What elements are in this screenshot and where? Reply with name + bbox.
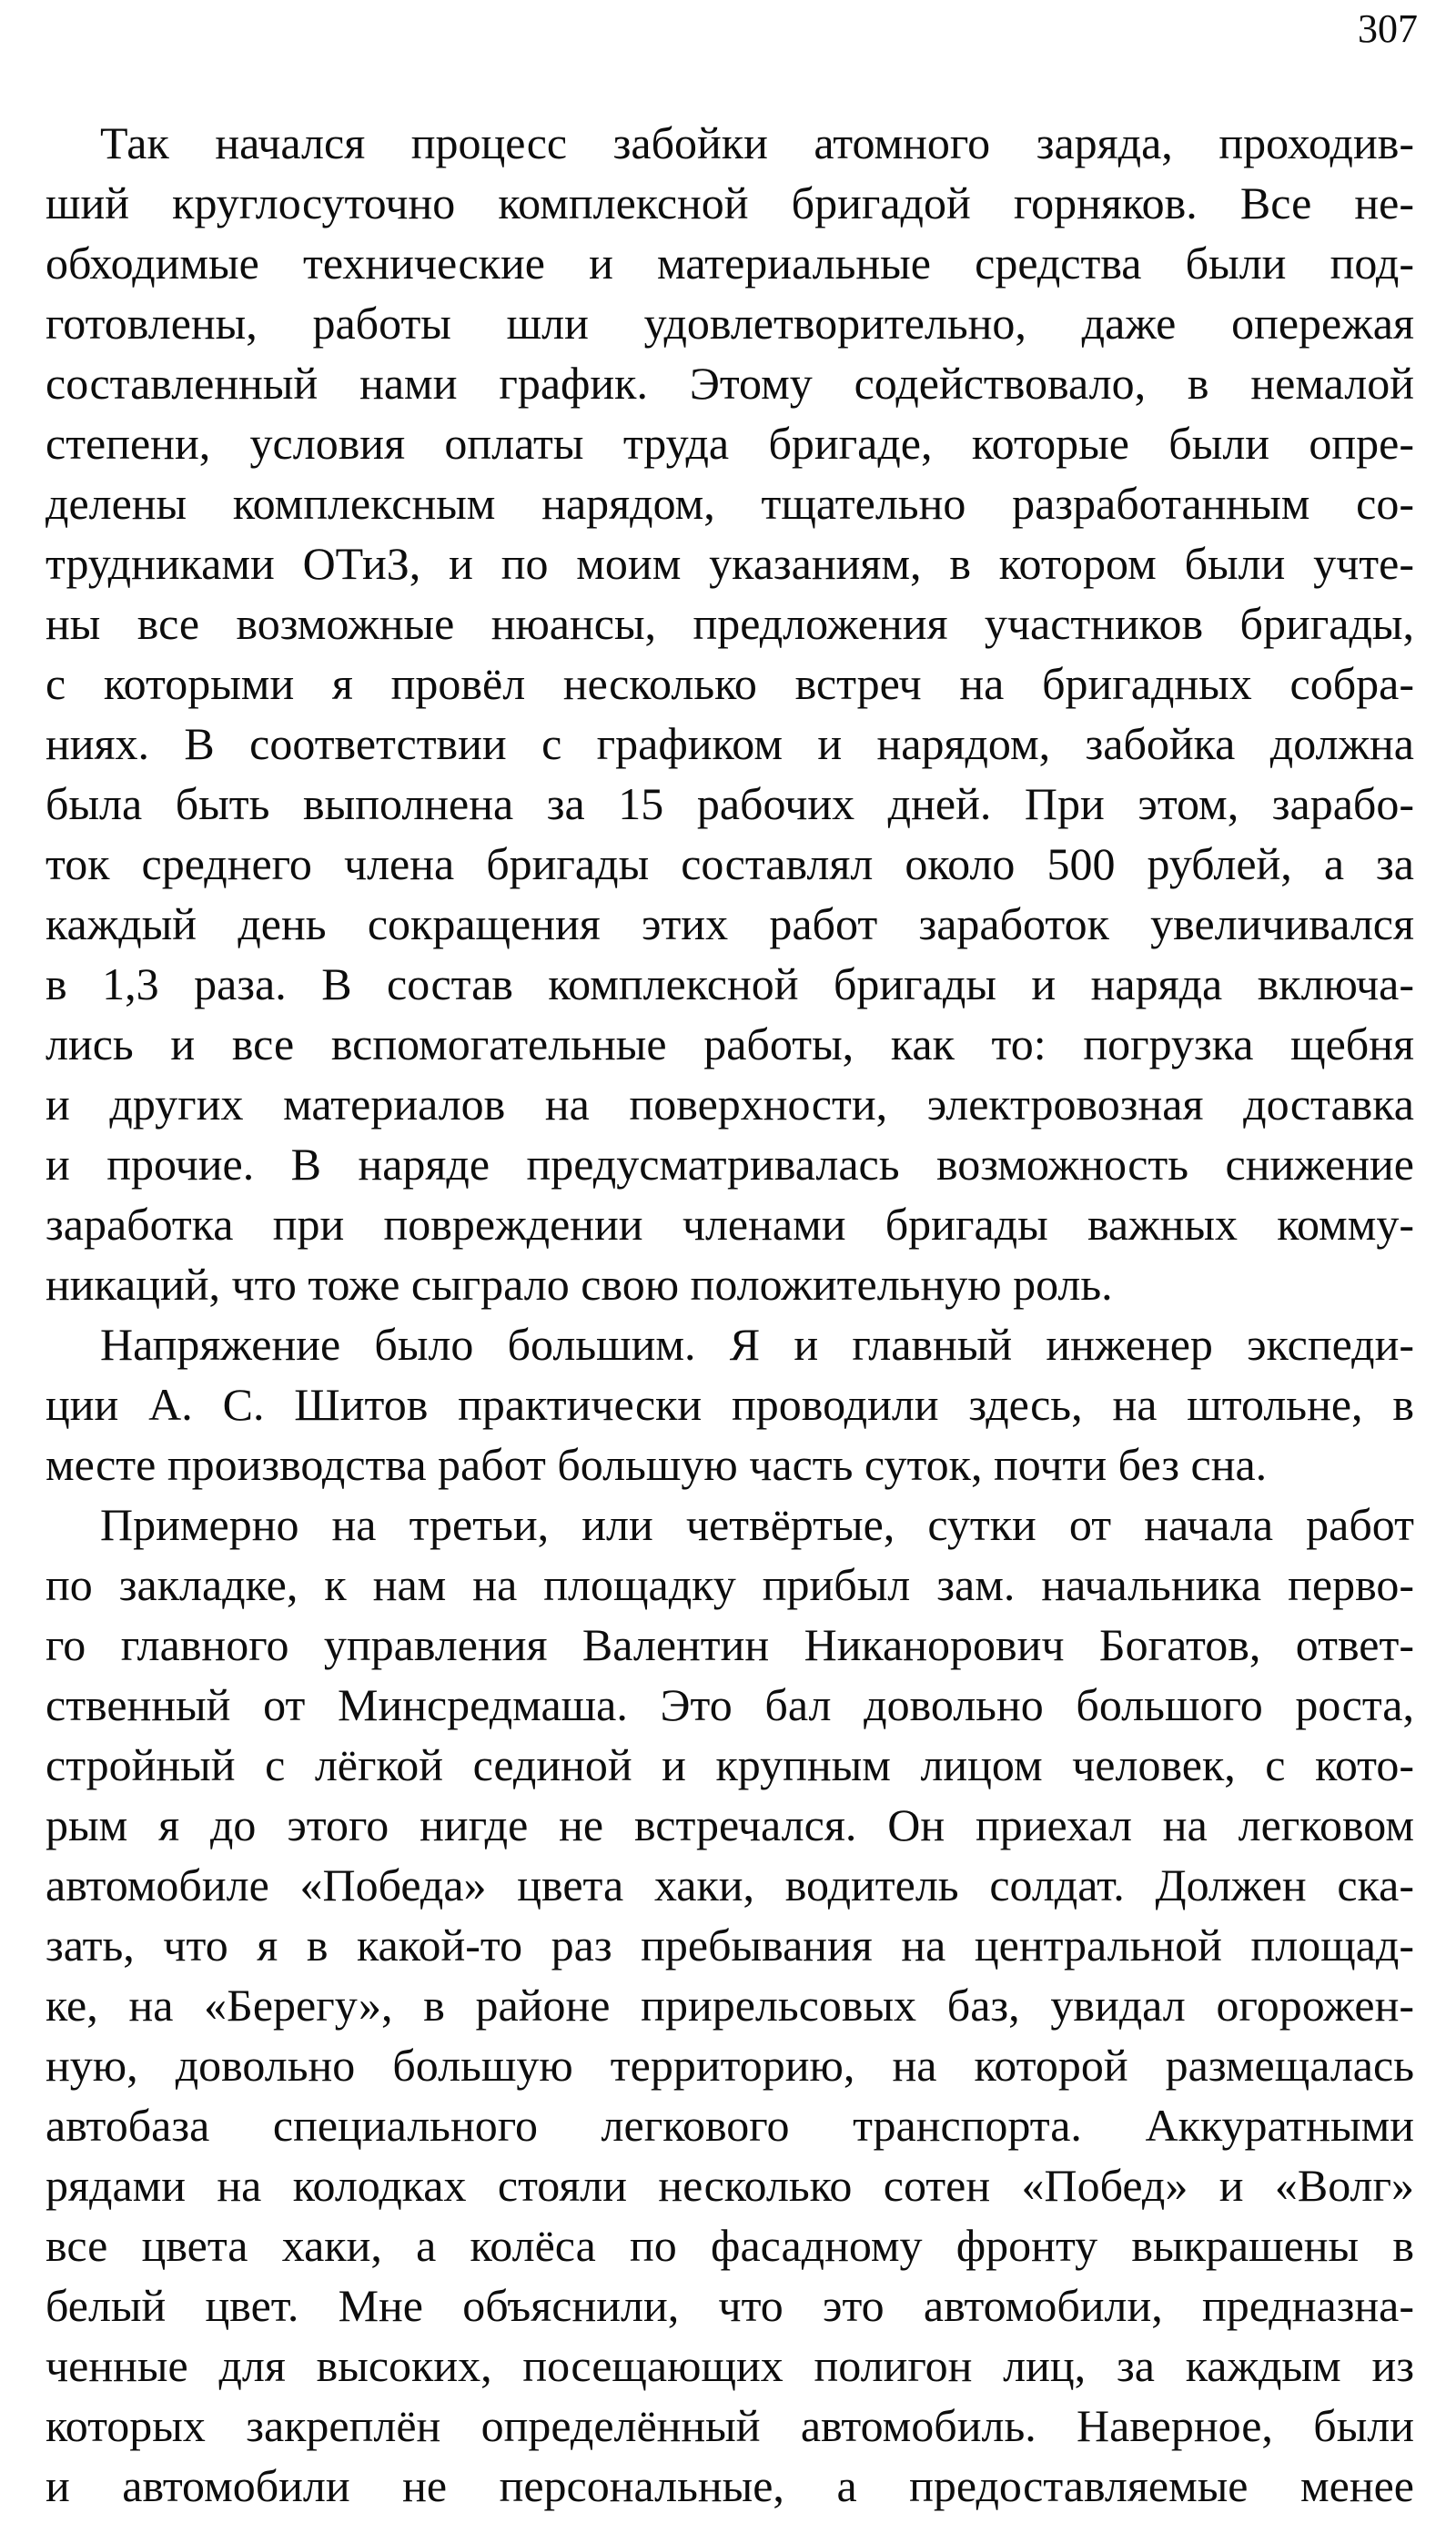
text-line: стройный с лёгкой сединой и крупным лицом человек, с кото- — [46, 1739, 1414, 1790]
text-line: рым я до этого нигде не встречался. Он приехал на легковом — [46, 1799, 1414, 1850]
text-line: делены комплексным нарядом, тщательно разработанным со- — [46, 478, 1414, 529]
text-line: степени, условия оплаты труда бригаде, которые были опре- — [46, 418, 1414, 469]
text-line: ший круглосуточно комплексной бригадой горняков. Все не- — [46, 177, 1414, 228]
text-line: автобаза специального легкового транспорта. Аккуратными — [46, 2100, 1414, 2151]
text-line: Примерно на третьи, или четвёртые, сутки от начала работ — [100, 1499, 1414, 1550]
page-number: 307 — [1358, 6, 1418, 51]
text-line: ную, довольно большую территорию, на которой размещалась — [46, 2040, 1414, 2091]
text-line: по закладке, к нам на площадку прибыл зам. начальника перво- — [46, 1559, 1414, 1610]
text-line: и автомобили не персональные, а предоставляемые менее — [46, 2460, 1414, 2511]
text-line: которых закреплён определённый автомобиль. Наверное, были — [46, 2400, 1414, 2451]
text-line: ниях. В соответствии с графиком и нарядом, забойка должна — [46, 718, 1414, 769]
text-line: с которыми я провёл несколько встреч на бригадных собра- — [46, 658, 1414, 709]
text-line: заработка при повреждении членами бригады важных комму- — [46, 1199, 1414, 1250]
text-line: ке, на «Берегу», в районе прирельсовых баз, увидал огорожен- — [46, 1980, 1414, 2031]
text-line: Напряжение было большим. Я и главный инженер экспеди- — [100, 1319, 1414, 1370]
text-line: все цвета хаки, а колёса по фасадному фронту выкрашены в — [46, 2220, 1414, 2271]
text-line: обходимые технические и материальные средства были под- — [46, 238, 1414, 289]
paragraph-2 — [46, 1314, 1414, 1495]
text-line: трудниками ОТиЗ, и по моим указаниям, в котором были учте- — [46, 538, 1414, 589]
body-text — [46, 113, 1414, 2516]
text-line: рядами на колодках стояли несколько сотен «Побед» и «Волг» — [46, 2160, 1414, 2211]
text-line: была быть выполнена за 15 рабочих дней. При этом, зарабо- — [46, 778, 1414, 829]
text-line: никаций, что тоже сыграло свою положительную роль. — [46, 1259, 1113, 1310]
text-line: ны все возможные нюансы, предложения участников бригады, — [46, 598, 1414, 649]
text-line: готовлены, работы шли удовлетворительно, даже опережая — [46, 298, 1414, 349]
text-line: зать, что я в какой-то раз пребывания на центральной площад- — [46, 1920, 1414, 1971]
text-line: каждый день сокращения этих работ заработок увеличивался — [46, 898, 1414, 949]
text-line: ченные для высоких, посещающих полигон лиц, за каждым из — [46, 2340, 1414, 2391]
paragraph-3 — [46, 1495, 1414, 2516]
text-line: го главного управления Валентин Никанорович Богатов, ответ- — [46, 1619, 1414, 1670]
text-line: белый цвет. Мне объяснили, что это автомобили, предназна- — [46, 2280, 1414, 2331]
text-line: ции А. С. Шитов практически проводили здесь, на штольне, в — [46, 1379, 1414, 1430]
text-line: в 1,3 раза. В состав комплексной бригады и наряда включа- — [46, 958, 1414, 1009]
text-line: лись и все вспомогательные работы, как то: погрузка щебня — [46, 1018, 1414, 1069]
text-line: ственный от Минсредмаша. Это бал довольно большого роста, — [46, 1679, 1414, 1730]
text-line: ток среднего члена бригады составлял около 500 рублей, а за — [46, 838, 1414, 889]
text-line: составленный нами график. Этому содействовало, в немалой — [46, 358, 1414, 409]
text-line: месте производства работ большую часть суток, почти без сна. — [46, 1439, 1268, 1490]
text-line: Так начался процесс забойки атомного заряда, проходив- — [100, 117, 1414, 168]
paragraph-1 — [46, 113, 1414, 1314]
text-line: и прочие. В наряде предусматривалась возможность снижение — [46, 1139, 1414, 1190]
text-line: и других материалов на поверхности, электровозная доставка — [46, 1079, 1414, 1130]
text-line: автомобиле «Победа» цвета хаки, водитель солдат. Должен ска- — [46, 1859, 1414, 1910]
